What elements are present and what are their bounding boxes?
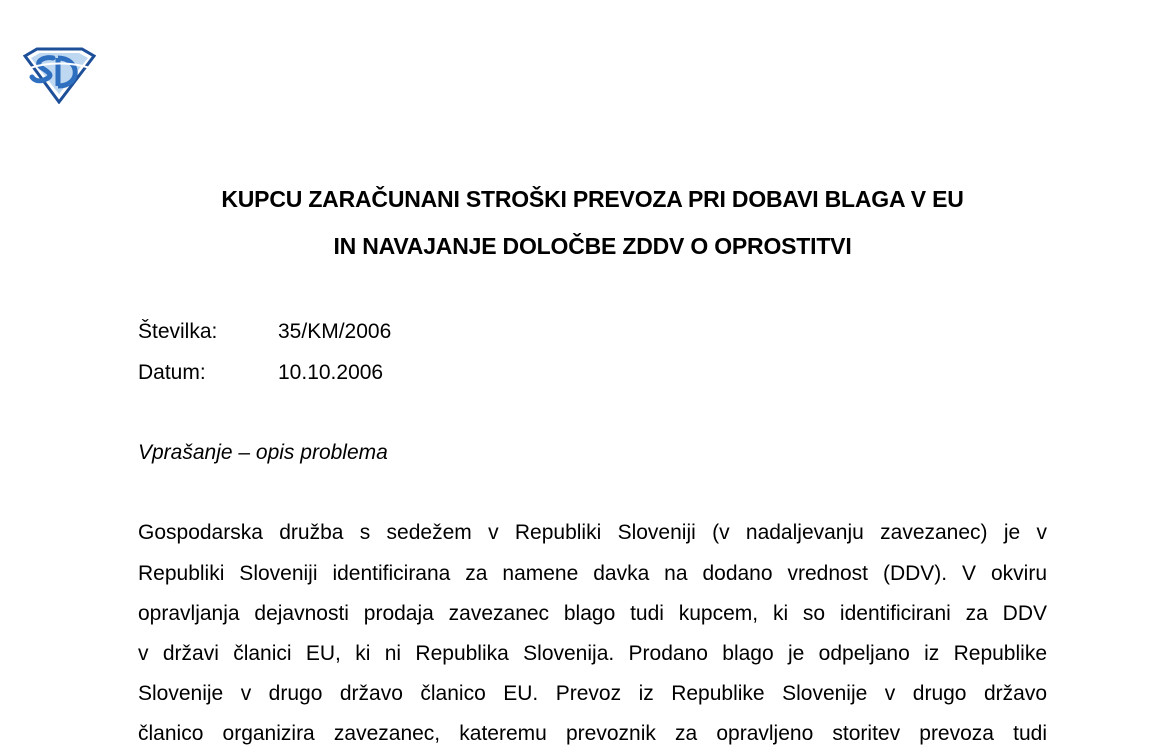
section-heading: Vprašanje – opis problema — [138, 441, 388, 464]
paragraph-line: Republiki Sloveniji identificirana za namene davka na dodano vrednost (DDV). V okviru — [138, 562, 1047, 585]
document-title-line-2: IN NAVAJANJE DOLOČBE ZDDV O OPROSTITVI — [333, 233, 852, 259]
paragraph-line: članico organizira zavezanec, kateremu prevoznik za opravljeno storitev prevoza tudi — [138, 722, 1047, 745]
paragraph-line: Gospodarska družba s sedežem v Republiki Sloveniji (v nadaljevanju zavezanec) je v — [138, 521, 1047, 544]
document-title-line-1: KUPCU ZARAČUNANI STROŠKI PREVOZA PRI DOBAVI BLAGA V EU — [221, 186, 964, 212]
number-label: Številka: — [138, 320, 218, 343]
date-value: 10.10.2006 — [278, 361, 384, 384]
number-value: 35/KM/2006 — [278, 320, 392, 343]
paragraph-line: opravljanja dejavnosti prodaja zavezanec blago tudi kupcem, ki so identificirani za DDV — [138, 602, 1047, 625]
sd-logo — [22, 46, 96, 104]
date-label: Datum: — [138, 361, 206, 384]
paragraph-line: Slovenije v drugo državo članico EU. Prevoz iz Republike Slovenije v drugo državo — [138, 682, 1047, 705]
paragraph-line: v državi članici EU, ki ni Republika Slovenija. Prodano blago je odpeljano iz Republike — [138, 642, 1047, 665]
